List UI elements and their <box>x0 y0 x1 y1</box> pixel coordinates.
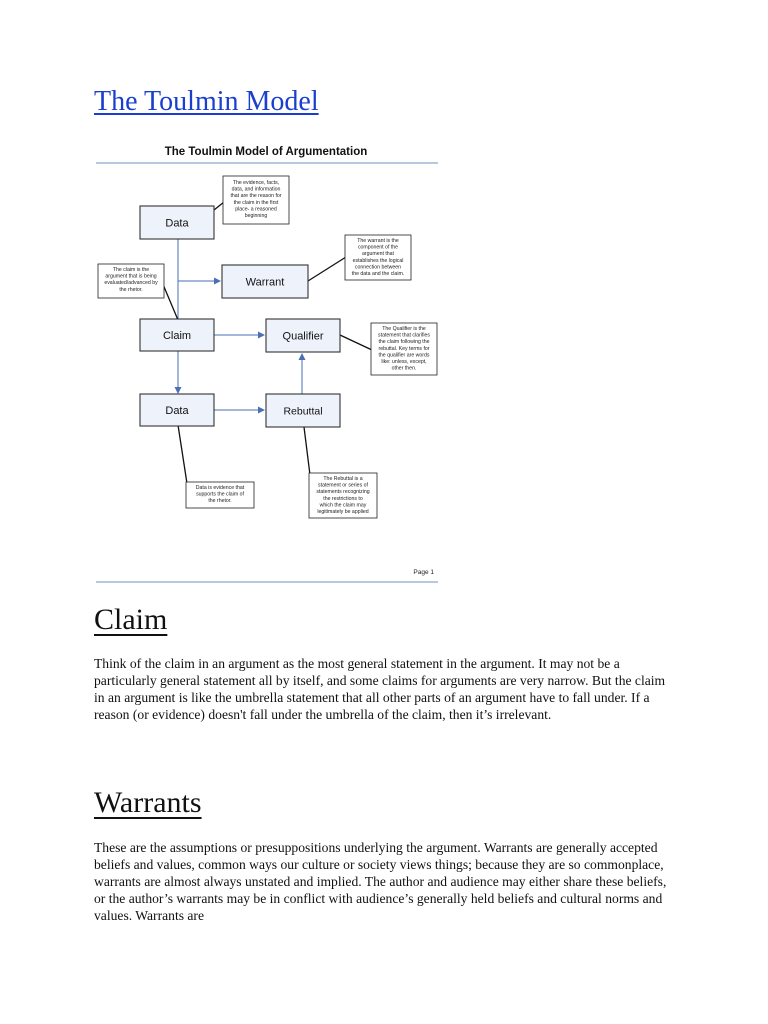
note-line: The warrant is the <box>357 238 399 244</box>
box-qualifier <box>266 319 340 352</box>
note-line: The evidence, facts, <box>232 180 280 186</box>
note-line: the data and the claim. <box>351 271 405 277</box>
pointer-warrant-note <box>308 257 346 281</box>
note-line: data, and information <box>231 186 281 193</box>
note-line: argument that is being <box>105 273 157 280</box>
box-claim <box>140 319 214 351</box>
note-line: connection between <box>354 264 402 271</box>
note-data-bottom <box>186 482 254 508</box>
note-rebuttal-text <box>316 476 369 515</box>
note-line: the qualifier are words <box>378 352 430 359</box>
toulmin-diagram <box>92 140 440 585</box>
note-data <box>223 176 289 224</box>
box-data-bottom <box>140 394 214 426</box>
note-line: The claim is the <box>112 267 150 273</box>
note-line: supports the claim of <box>196 491 244 498</box>
note-line: the claim following the <box>378 339 430 346</box>
note-line: statement or series of <box>318 482 368 489</box>
box-claim-label: Claim <box>162 330 192 342</box>
note-line: the rhetor. <box>208 498 232 505</box>
claim-heading: Claim <box>94 603 168 636</box>
note-line: the rhetor. <box>119 286 143 293</box>
note-warrant-text <box>352 238 405 277</box>
box-warrant <box>222 265 308 298</box>
note-rebuttal <box>309 473 377 518</box>
box-rebuttal-label: Rebuttal <box>283 405 323 418</box>
figure-title: The Toulmin Model of Argumentation <box>164 146 368 158</box>
claim-paragraph: Think of the claim in an argument as the most general statement in the argument. It may not be a particularly general statement all by itself, and some claims for arguments are very narrow. But the claim in an argument is like the umbrella statement that all other parts of an argument have to fall under. If a reason (or evidence) doesn't fall under the umbrella of the claim, then it’s irrelevant. <box>94 656 666 722</box>
warrants-heading: Warrants <box>94 786 202 819</box>
box-qualifier-label: Qualifier <box>282 330 324 343</box>
note-line: that are the reason for <box>230 193 282 200</box>
note-claim <box>98 264 164 298</box>
note-line: argument that <box>361 251 395 258</box>
note-warrant <box>345 235 411 280</box>
note-line: place- a reasoned <box>235 206 277 213</box>
pointer-qualifier-note <box>340 335 372 350</box>
note-line: rebuttal. Key terms for <box>378 345 430 352</box>
box-data-top <box>140 206 214 239</box>
figure-page-label: Page 1 <box>413 569 434 576</box>
note-line: statements recognizing <box>316 489 370 496</box>
note-line: The Qualifier is the <box>382 326 426 332</box>
note-line: Data is evidence that <box>195 485 245 491</box>
note-line: which the claim may <box>319 502 367 509</box>
note-line: the restrictions to <box>323 495 363 502</box>
note-line: like: unless, except, <box>381 359 427 365</box>
box-data-bottom-label: Data <box>165 405 189 417</box>
note-line: The Rebuttal is a <box>323 476 363 482</box>
note-line: component of the <box>357 244 399 251</box>
note-line: statement that clarifies <box>378 332 430 339</box>
note-line: legitimately be applied <box>317 509 369 515</box>
box-warrant-label: Warrant <box>245 276 285 289</box>
note-line: establishes the logical <box>352 257 404 264</box>
note-qualifier-text <box>378 326 430 372</box>
pointer-data-bottom-note <box>178 425 188 490</box>
note-qualifier <box>371 323 437 375</box>
document-title[interactable]: The Toulmin Model <box>94 86 319 117</box>
box-data-top-label: Data <box>165 217 189 230</box>
pointer-rebuttal-note <box>304 427 310 475</box>
warrants-paragraph: These are the assumptions or presuppositions underlying the argument. Warrants are generally accepted beliefs and values, common ways our culture or society views things; because they are so commonplace, warrants are almost always unstated and implied. The author and audience may either share these beliefs, or the author’s warrants may be in conflict with audience’s generally held beliefs and cultural norms and values. Warrants are <box>94 840 667 923</box>
pointer-data-note <box>214 202 224 210</box>
note-line: the claim in the first <box>233 199 279 206</box>
note-line: beginning <box>244 213 268 219</box>
note-line: evaluated/advanced by <box>104 280 158 287</box>
note-line: other then. <box>391 365 417 372</box>
box-rebuttal <box>266 394 340 427</box>
